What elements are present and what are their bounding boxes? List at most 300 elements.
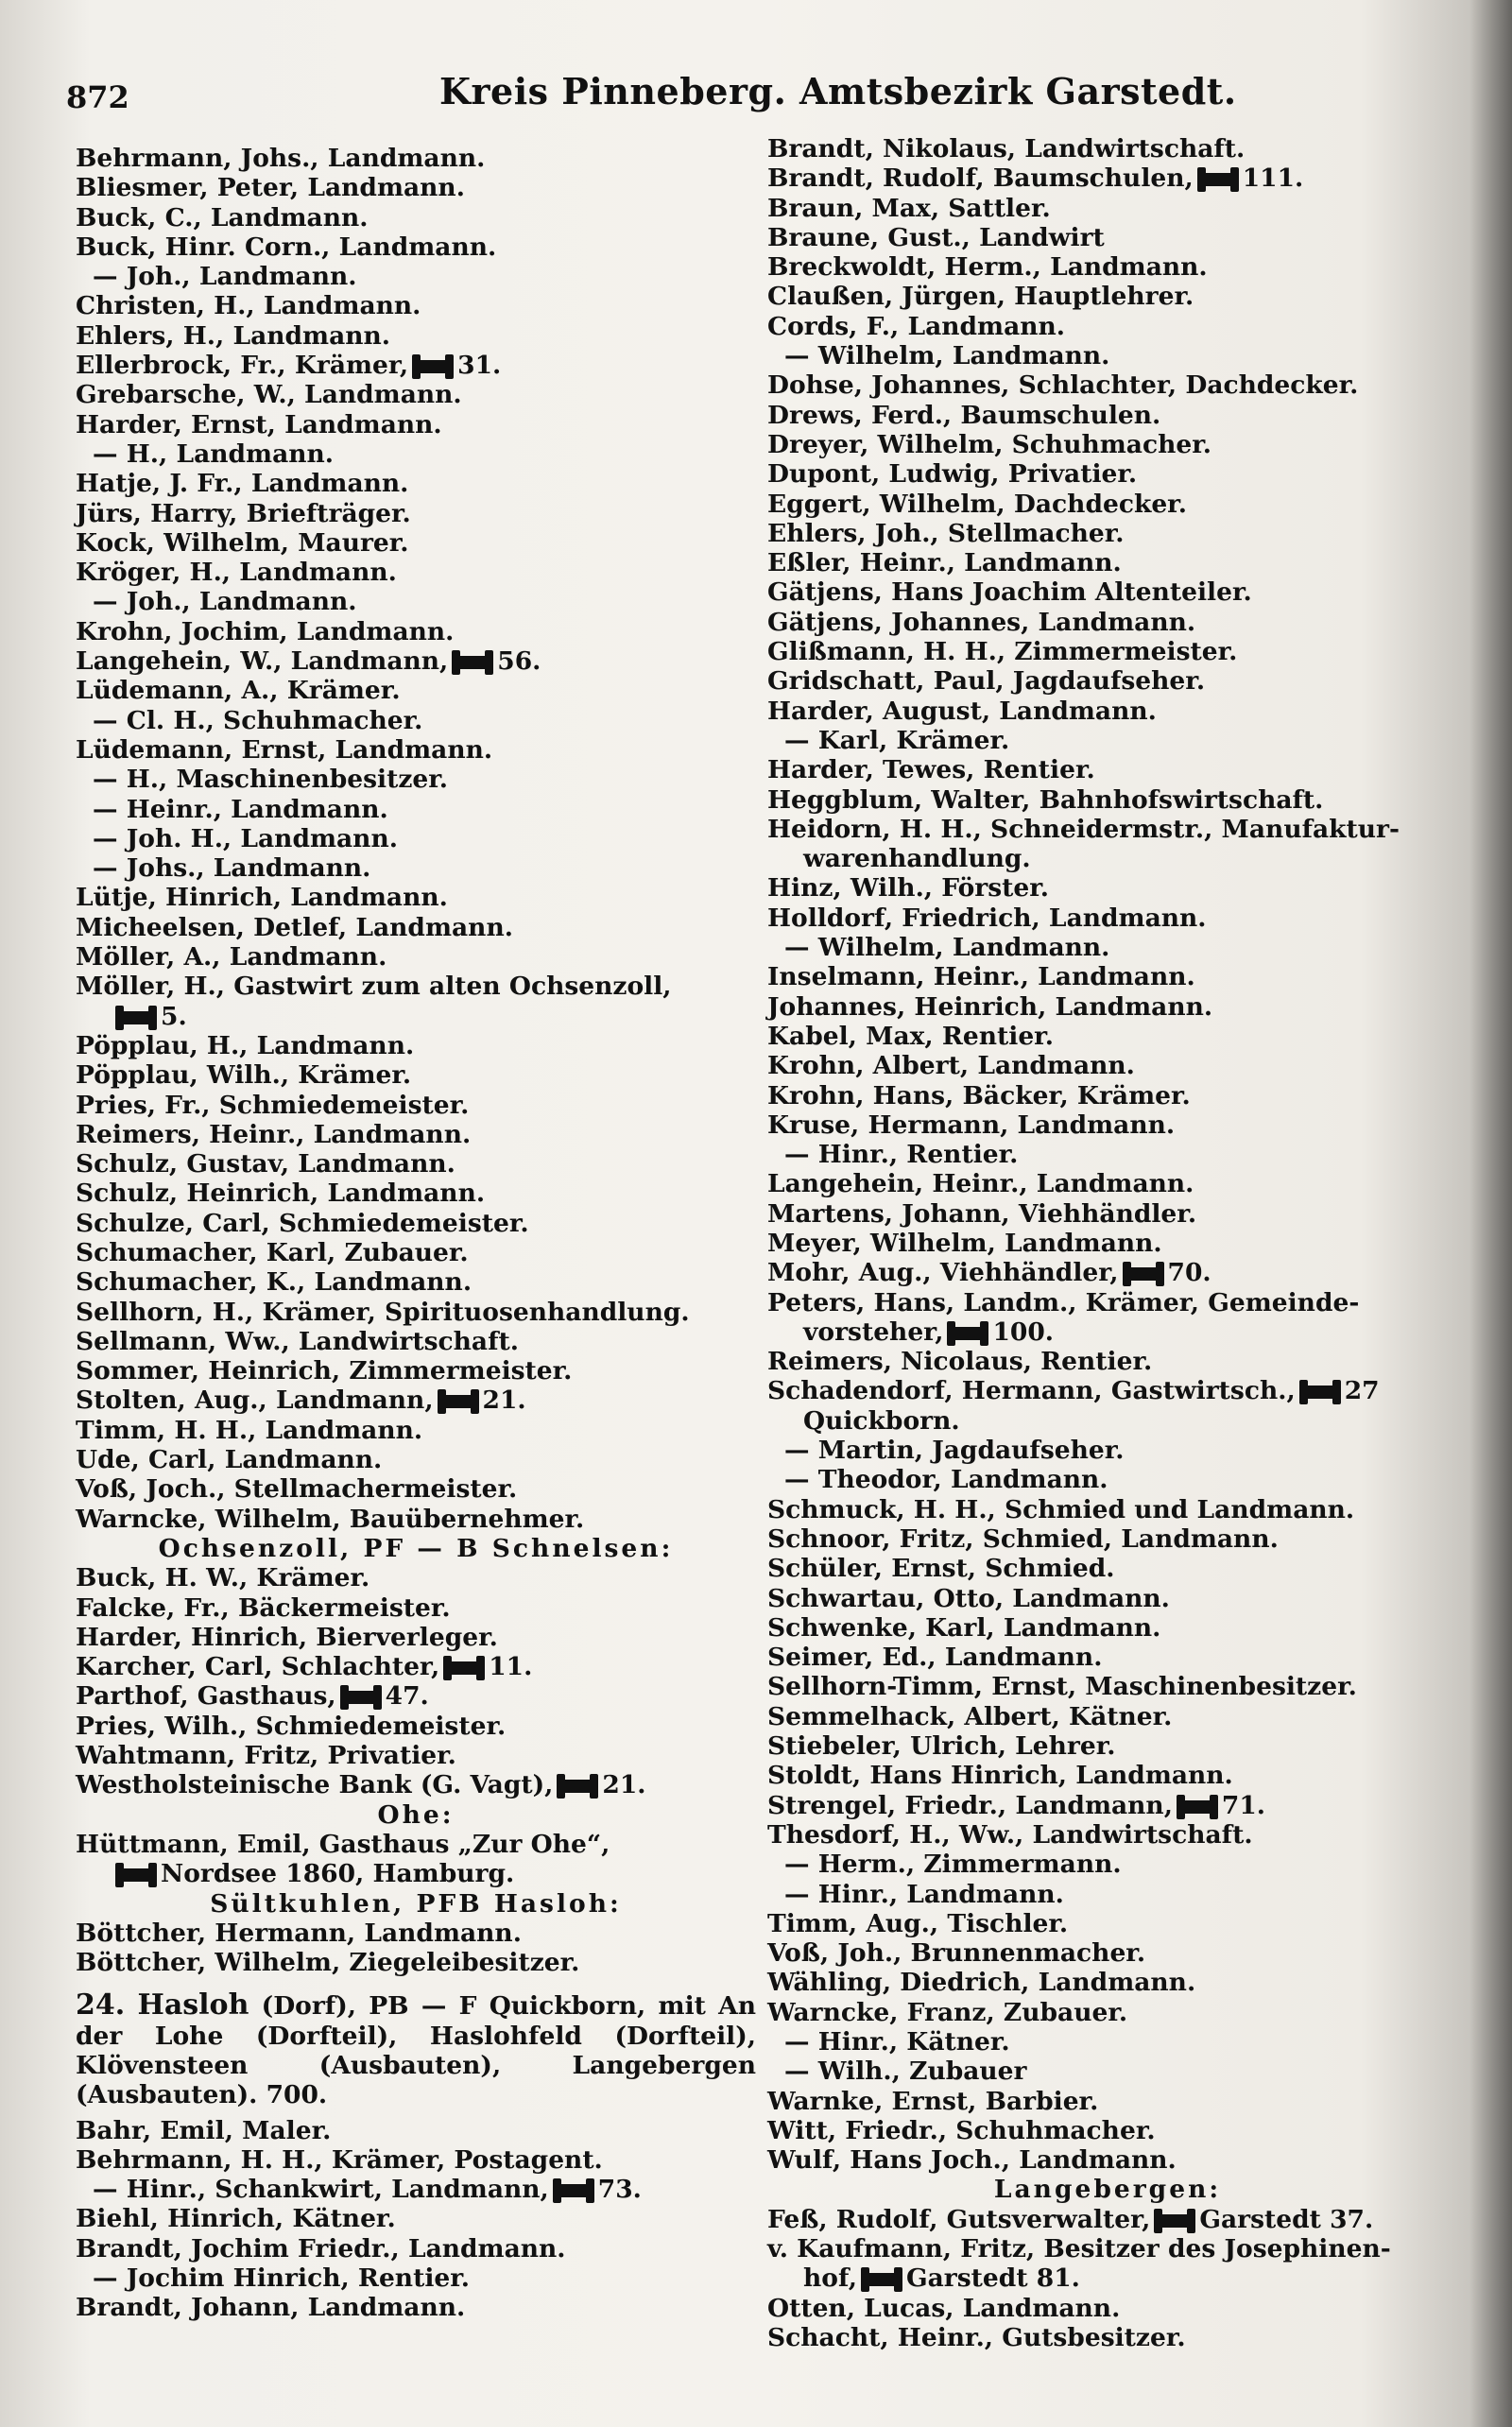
entry-text: Buck, C., Landmann. — [76, 202, 369, 232]
directory-entry — [767, 1731, 1448, 1761]
entry-text: Dreyer, Wilhelm, Schuhmacher. — [767, 429, 1211, 459]
entry-text: Karcher, Carl, Schlachter, — [76, 1652, 440, 1682]
directory-entry — [767, 2234, 1448, 2263]
entry-text: Langebergen: — [993, 2175, 1222, 2205]
entry-text: — H., Landmann. — [93, 439, 335, 469]
entry-text: Nordsee 1860, Hamburg. — [161, 1859, 515, 1889]
entry-text: — Wilhelm, Landmann. — [784, 341, 1110, 371]
entry-text: Inselmann, Heinr., Landmann. — [767, 962, 1195, 992]
entry-text: Quickborn. — [803, 1405, 960, 1436]
entry-text: Witt, Friedr., Schuhmacher. — [767, 2115, 1156, 2145]
directory-entry — [76, 1652, 756, 1681]
directory-entry — [76, 1505, 756, 1534]
directory-entry — [767, 1880, 1448, 1909]
directory-entry — [76, 646, 756, 676]
directory-entry — [76, 2175, 756, 2204]
telephone-icon — [555, 2184, 593, 2197]
directory-entry — [767, 2145, 1448, 2175]
directory-entry — [76, 2234, 756, 2263]
directory-entry — [76, 1623, 756, 1652]
directory-entry — [767, 2116, 1448, 2145]
entry-text: — Martin, Jagdaufseher. — [784, 1436, 1125, 1466]
directory-entry — [76, 913, 756, 942]
directory-entry — [767, 904, 1448, 933]
directory-entry — [76, 1149, 756, 1179]
directory-entry — [767, 1524, 1448, 1554]
entry-text: Pries, Wilh., Schmiedemeister. — [76, 1711, 507, 1741]
telephone-icon — [558, 1780, 596, 1793]
entry-text: Pries, Fr., Schmiedemeister. — [76, 1090, 470, 1120]
directory-entry — [76, 706, 756, 735]
entry-text: Warncke, Franz, Zubauer. — [767, 1997, 1128, 2027]
directory-entry — [76, 144, 756, 173]
entry-text: Harder, Ernst, Landmann. — [76, 409, 442, 439]
directory-entry — [76, 262, 756, 291]
entry-text: Brandt, Nikolaus, Landwirtschaft. — [767, 134, 1246, 164]
entry-text: Biehl, Hinrich, Kätner. — [76, 2204, 396, 2234]
entry-text: Schnoor, Fritz, Schmied, Landmann. — [767, 1523, 1279, 1554]
entry-text: Hüttmann, Emil, Gasthaus „Zur Ohe“, — [76, 1829, 610, 1859]
entry-text: Ellerbrock, Fr., Krämer, — [76, 351, 409, 381]
entry-text: Wahtmann, Fritz, Privatier. — [76, 1741, 456, 1771]
directory-entry — [767, 1465, 1448, 1494]
directory-entry — [767, 2087, 1448, 2116]
phone-number: 21. — [482, 1386, 526, 1416]
entry-text: Timm, H. H., Landmann. — [76, 1415, 423, 1445]
directory-entry — [76, 469, 756, 498]
directory-entry — [76, 1002, 756, 1031]
entry-text: Dupont, Ludwig, Privatier. — [767, 459, 1138, 490]
directory-entry — [767, 1702, 1448, 1731]
directory-entry — [76, 321, 756, 351]
section-place-name: Hasloh — [137, 1988, 249, 2022]
directory-entry — [767, 1229, 1448, 1258]
entry-text: Schumacher, Karl, Zubauer. — [76, 1237, 469, 1267]
directory-entry — [76, 1209, 756, 1238]
directory-entry — [76, 2116, 756, 2145]
entry-text: Behrmann, Johs., Landmann. — [76, 144, 486, 173]
phone-number: 111. — [1242, 164, 1304, 194]
phone-number: 5. — [161, 1001, 187, 1031]
entry-text: — Joh. H., Landmann. — [93, 823, 398, 853]
directory-entry — [76, 1298, 756, 1327]
directory-entry — [767, 785, 1448, 815]
directory-entry — [76, 676, 756, 705]
directory-entry — [767, 1199, 1448, 1229]
entry-text: Voß, Joh., Brunnenmacher. — [767, 1938, 1146, 1969]
directory-entry — [767, 2057, 1448, 2086]
directory-entry — [767, 430, 1448, 459]
telephone-icon — [117, 1868, 155, 1882]
phone-number: Garstedt 37. — [1199, 2204, 1374, 2234]
entry-text: — Theodor, Landmann. — [784, 1465, 1108, 1495]
directory-entry — [767, 1110, 1448, 1140]
directory-entry — [767, 519, 1448, 548]
entry-text: Buck, Hinr. Corn., Landmann. — [76, 232, 497, 262]
entry-text: Schwartau, Otto, Landmann. — [767, 1583, 1170, 1613]
entry-text: warenhandlung. — [803, 844, 1031, 874]
entry-text: — Cl. H., Schuhmacher. — [93, 705, 423, 735]
directory-entry — [76, 1830, 756, 1859]
entry-text: vorsteher, — [803, 1317, 944, 1347]
section-24-heading — [76, 1990, 756, 2109]
directory-entry — [767, 1406, 1448, 1436]
entry-text: Grebarsche, W., Landmann. — [76, 380, 462, 410]
directory-entry — [767, 1672, 1448, 1701]
telephone-icon — [445, 1661, 483, 1675]
directory-entry — [767, 1022, 1448, 1051]
directory-entry — [76, 499, 756, 528]
directory-entry — [76, 2145, 756, 2175]
entry-text: — Wilh., Zubauer — [784, 2057, 1027, 2087]
directory-entry — [767, 1376, 1448, 1405]
page-header — [66, 66, 1465, 123]
directory-entry — [767, 370, 1448, 400]
entry-text: Cords, F., Landmann. — [767, 311, 1066, 341]
directory-entry — [767, 2294, 1448, 2323]
entry-text: Kruse, Hermann, Landmann. — [767, 1110, 1176, 1140]
entry-text: Sommer, Heinrich, Zimmermeister. — [76, 1356, 573, 1386]
directory-entry — [767, 1347, 1448, 1376]
telephone-icon — [414, 360, 452, 373]
directory-entry — [76, 587, 756, 616]
entry-text: Mohr, Aug., Viehhändler, — [767, 1258, 1119, 1288]
entry-text: Ehlers, Joh., Stellmacher. — [767, 518, 1125, 548]
telephone-icon — [117, 1011, 155, 1024]
entry-text: Krohn, Jochim, Landmann. — [76, 616, 455, 646]
directory-entry — [767, 401, 1448, 430]
entry-text: Böttcher, Wilhelm, Ziegeleibesitzer. — [76, 1948, 580, 1978]
directory-entry — [767, 1495, 1448, 1524]
entry-text: Claußen, Jürgen, Hauptlehrer. — [767, 282, 1194, 312]
directory-entry — [76, 795, 756, 824]
directory-entry — [767, 1938, 1448, 1968]
page-title: Kreis Pinneberg. Amtsbezirk Garstedt. — [439, 70, 1237, 112]
directory-entry — [767, 1051, 1448, 1080]
directory-entry — [76, 1031, 756, 1060]
directory-entry — [76, 232, 756, 262]
directory-entry — [76, 1919, 756, 1948]
directory-entry — [767, 282, 1448, 311]
phone-number: 56. — [497, 646, 541, 677]
page-number: 872 — [66, 79, 129, 115]
entry-text: Eggert, Wilhelm, Dachdecker. — [767, 489, 1187, 519]
entry-text: Sellhorn-Timm, Ernst, Maschinenbesitzer. — [767, 1672, 1357, 1702]
directory-entry — [767, 637, 1448, 666]
entry-text: Otten, Lucas, Landmann. — [767, 2293, 1121, 2323]
directory-entry — [76, 735, 756, 765]
directory-entry — [767, 459, 1448, 489]
directory-entry — [767, 194, 1448, 223]
telephone-icon — [1125, 1267, 1162, 1281]
locality-heading — [76, 1800, 756, 1830]
directory-entry — [76, 558, 756, 587]
directory-entry — [767, 1584, 1448, 1613]
directory-entry — [767, 844, 1448, 873]
directory-entry — [767, 1791, 1448, 1820]
entry-text: Falcke, Fr., Bäckermeister. — [76, 1592, 451, 1623]
directory-entry — [767, 164, 1448, 193]
entry-text: Lüdemann, Ernst, Landmann. — [76, 734, 493, 765]
directory-entry — [767, 1820, 1448, 1850]
directory-entry — [767, 341, 1448, 370]
directory-entry — [76, 1238, 756, 1267]
directory-entry — [76, 1859, 756, 1888]
directory-entry — [76, 1386, 756, 1415]
telephone-icon — [439, 1395, 477, 1408]
entry-text: Hinz, Wilh., Förster. — [767, 873, 1050, 904]
directory-entry — [76, 1563, 756, 1592]
entry-text: Ude, Carl, Landmann. — [76, 1445, 383, 1475]
section-number: 24. — [76, 1988, 126, 2022]
directory-entry — [76, 765, 756, 794]
entry-text: Krohn, Albert, Landmann. — [767, 1051, 1135, 1081]
phone-number: Garstedt 81. — [906, 2263, 1080, 2294]
directory-entry — [767, 2263, 1448, 2293]
telephone-icon — [1199, 173, 1237, 186]
entry-text: Thesdorf, H., Ww., Landwirtschaft. — [767, 1819, 1253, 1850]
entry-text: Breckwoldt, Herm., Landmann. — [767, 252, 1208, 283]
entry-text: hof, — [803, 2263, 857, 2294]
telephone-icon — [454, 656, 491, 669]
entry-text: Heggblum, Walter, Bahnhofswirtschaft. — [767, 784, 1324, 815]
directory-entry — [767, 1643, 1448, 1672]
phone-number: 11. — [489, 1652, 533, 1682]
directory-entry — [767, 1968, 1448, 1997]
entry-text: — Hinr., Landmann. — [784, 1879, 1064, 1909]
entry-text: Pöpplau, H., Landmann. — [76, 1030, 415, 1060]
directory-entry — [76, 439, 756, 469]
entry-text: — Hinr., Kätner. — [784, 2027, 1010, 2057]
directory-entry — [767, 697, 1448, 726]
entry-text: Semmelhack, Albert, Kätner. — [767, 1701, 1173, 1731]
entry-text: Schwenke, Karl, Landmann. — [767, 1612, 1161, 1643]
directory-entry — [76, 1060, 756, 1090]
directory-entry — [767, 1850, 1448, 1879]
entry-text: Langehein, Heinr., Landmann. — [767, 1169, 1194, 1199]
entry-text: Ohe: — [377, 1799, 455, 1830]
entry-text: Lütje, Hinrich, Landmann. — [76, 883, 448, 913]
entry-text: Harder, Tewes, Rentier. — [767, 755, 1095, 785]
entry-text: Schulze, Carl, Schmiedemeister. — [76, 1208, 529, 1238]
directory-entry — [76, 883, 756, 912]
entry-text: Feß, Rudolf, Gutsverwalter, — [767, 2204, 1151, 2234]
entry-text: Strengel, Friedr., Landmann, — [767, 1790, 1173, 1820]
directory-entry — [767, 666, 1448, 696]
entry-text: Schmuck, H. H., Schmied und Landmann. — [767, 1494, 1355, 1524]
directory-entry — [767, 962, 1448, 991]
entry-text: Bahr, Emil, Maler. — [76, 2115, 332, 2145]
entry-text: Schulz, Heinrich, Landmann. — [76, 1179, 486, 1209]
entry-text: Sültkuhlen, PFB Hasloh: — [210, 1888, 622, 1919]
directory-entry — [76, 1770, 756, 1799]
entry-text: Peters, Hans, Landm., Krämer, Gemeinde- — [767, 1287, 1360, 1317]
directory-entry — [76, 853, 756, 883]
entry-text: — Wilhelm, Landmann. — [784, 933, 1110, 963]
page-edge-shadow — [1469, 0, 1512, 2427]
telephone-icon — [1156, 2214, 1194, 2228]
entry-text: — Heinr., Landmann. — [93, 794, 388, 824]
entry-text: Hatje, J. Fr., Landmann. — [76, 469, 409, 499]
right-entries — [767, 134, 1448, 2352]
phone-number: 100. — [992, 1317, 1054, 1347]
directory-entry — [76, 1445, 756, 1474]
entry-text: Jürs, Harry, Briefträger. — [76, 498, 411, 528]
directory-entry — [767, 134, 1448, 164]
entry-text: Parthof, Gasthaus, — [76, 1681, 336, 1712]
entry-text: Brandt, Johann, Landmann. — [76, 2293, 466, 2323]
directory-entry — [767, 1288, 1448, 1317]
entry-text: Christen, H., Landmann. — [76, 291, 421, 321]
entry-text: — Johs., Landmann. — [93, 853, 371, 884]
entry-text: Pöpplau, Wilh., Krämer. — [76, 1060, 412, 1091]
directory-entry — [76, 1948, 756, 1977]
entry-text: Buck, H. W., Krämer. — [76, 1563, 370, 1593]
directory-entry — [76, 1712, 756, 1741]
directory-entry — [76, 203, 756, 232]
directory-entry — [767, 1613, 1448, 1643]
entry-text: Schadendorf, Hermann, Gastwirtsch., — [767, 1376, 1296, 1406]
directory-entry — [767, 2323, 1448, 2352]
directory-entry — [767, 312, 1448, 341]
section-description: (Dorf), PB — F Quickborn, mit An der Lohe (Dorfteil), Haslohfeld (Dorfteil), Klövensteen (Ausbauten), Langebergen (Ausbauten). 700. — [76, 1991, 756, 2110]
left-column — [76, 144, 756, 2323]
entry-text: — H., Maschinenbesitzer. — [93, 765, 449, 795]
directory-entry — [767, 1909, 1448, 1938]
phone-number: 71. — [1221, 1790, 1266, 1820]
entry-text: — Joh., Landmann. — [93, 262, 357, 292]
directory-entry — [767, 1081, 1448, 1110]
telephone-icon — [949, 1327, 987, 1340]
directory-entry — [76, 528, 756, 558]
directory-entry — [767, 1258, 1448, 1287]
directory-entry — [767, 1140, 1448, 1169]
entry-text: — Herm., Zimmermann. — [784, 1850, 1122, 1880]
directory-entry — [767, 2205, 1448, 2234]
directory-entry — [767, 1436, 1448, 1465]
entry-text: Kock, Wilhelm, Maurer. — [76, 527, 409, 558]
entry-text: Seimer, Ed., Landmann. — [767, 1643, 1103, 1673]
directory-entry — [76, 1356, 756, 1386]
directory-entry — [767, 1761, 1448, 1790]
directory-entry — [76, 972, 756, 1001]
entry-text: Reimers, Heinr., Landmann. — [76, 1119, 472, 1149]
telephone-icon — [342, 1691, 380, 1704]
entry-text: Schüler, Ernst, Schmied. — [767, 1554, 1115, 1584]
directory-entry — [76, 1120, 756, 1149]
directory-entry — [76, 410, 756, 439]
right-column — [767, 134, 1448, 2352]
left-entries — [76, 144, 756, 1977]
directory-entry — [767, 252, 1448, 282]
directory-entry — [76, 2204, 756, 2233]
directory-entry — [767, 873, 1448, 903]
entry-text: Eßler, Heinr., Landmann. — [767, 548, 1122, 578]
directory-entry — [76, 942, 756, 972]
directory-entry — [76, 1179, 756, 1208]
directory-entry — [767, 1169, 1448, 1198]
directory-entry — [76, 2293, 756, 2322]
entry-text: Möller, H., Gastwirt zum alten Ochsenzoll, — [76, 972, 672, 1002]
entry-text: Harder, August, Landmann. — [767, 696, 1157, 726]
entry-text: Reimers, Nicolaus, Rentier. — [767, 1347, 1153, 1377]
entry-text: Warnke, Ernst, Barbier. — [767, 2086, 1099, 2116]
entry-text: Stoldt, Hans Hinrich, Landmann. — [767, 1761, 1233, 1791]
entry-text: Sellmann, Ww., Landwirtschaft. — [76, 1326, 519, 1356]
entry-text: Timm, Aug., Tischler. — [767, 1908, 1069, 1938]
phone-number: 31. — [457, 351, 502, 381]
entry-text: Wulf, Hans Joch., Landmann. — [767, 2145, 1177, 2176]
directory-entry — [767, 223, 1448, 252]
entry-text: Braun, Max, Sattler. — [767, 193, 1051, 223]
directory-entry — [767, 992, 1448, 1022]
entry-text: Westholsteinische Bank (G. Vagt), — [76, 1770, 554, 1800]
entry-text: Braune, Gust., Landwirt — [767, 222, 1105, 252]
phone-number: 27 — [1344, 1376, 1380, 1406]
entry-text: Kröger, H., Landmann. — [76, 558, 397, 588]
directory-entry — [767, 1998, 1448, 2027]
entry-text: Micheelsen, Detlef, Landmann. — [76, 912, 513, 942]
entry-text: Möller, A., Landmann. — [76, 942, 387, 973]
entry-text: Dohse, Johannes, Schlachter, Dachdecker. — [767, 370, 1359, 401]
directory-entry — [767, 815, 1448, 844]
entry-text: Kabel, Max, Rentier. — [767, 1021, 1054, 1051]
directory-entry — [76, 1681, 756, 1711]
entry-text: Bliesmer, Peter, Landmann. — [76, 173, 465, 203]
entry-text: Harder, Hinrich, Bierverleger. — [76, 1622, 498, 1652]
entry-text: Voß, Joch., Stellmachermeister. — [76, 1474, 518, 1505]
directory-entry — [76, 1741, 756, 1770]
entry-text: — Hinr., Rentier. — [784, 1140, 1019, 1170]
entry-text: Krohn, Hans, Bäcker, Krämer. — [767, 1080, 1191, 1110]
entry-text: Gridschatt, Paul, Jagdaufseher. — [767, 666, 1206, 697]
locality-heading — [76, 1889, 756, 1919]
entry-text: — Hinr., Schankwirt, Landmann, — [93, 2175, 549, 2205]
entry-text: Schumacher, K., Landmann. — [76, 1267, 472, 1298]
entry-text: Brandt, Rudolf, Baumschulen, — [767, 164, 1194, 194]
entry-text: Böttcher, Hermann, Landmann. — [76, 1918, 522, 1948]
entry-text: Gätjens, Johannes, Landmann. — [767, 607, 1196, 637]
entry-text: Meyer, Wilhelm, Landmann. — [767, 1228, 1162, 1258]
entry-text: Stiebeler, Ulrich, Lehrer. — [767, 1731, 1116, 1762]
entry-text: v. Kaufmann, Fritz, Besitzer des Josephinen- — [767, 2234, 1391, 2264]
directory-entry — [76, 380, 756, 409]
locality-heading — [767, 2175, 1448, 2204]
entry-text: Schacht, Heinr., Gutsbesitzer. — [767, 2322, 1186, 2352]
directory-entry — [767, 2027, 1448, 2057]
directory-entry — [76, 1474, 756, 1504]
directory-entry — [76, 824, 756, 853]
entry-text: — Karl, Krämer. — [784, 725, 1010, 755]
entry-text: Holldorf, Friedrich, Landmann. — [767, 903, 1207, 933]
phone-number: 70. — [1167, 1258, 1211, 1288]
directory-entry — [767, 1317, 1448, 1347]
telephone-icon — [1178, 1800, 1216, 1814]
directory-entry — [76, 291, 756, 320]
entry-text: Langehein, W., Landmann, — [76, 646, 449, 677]
entry-text: — Joh., Landmann. — [93, 587, 357, 617]
entry-text: Johannes, Heinrich, Landmann. — [767, 991, 1213, 1022]
phone-number: 21. — [602, 1770, 646, 1800]
entry-text: Glißmann, H. H., Zimmermeister. — [767, 637, 1238, 667]
entry-text: Brandt, Jochim Friedr., Landmann. — [76, 2233, 566, 2263]
directory-entry — [76, 2263, 756, 2293]
entry-text: Gätjens, Hans Joachim Altenteiler. — [767, 577, 1252, 608]
directory-entry — [76, 617, 756, 646]
directory-entry — [767, 608, 1448, 637]
directory-entry — [767, 1554, 1448, 1583]
entry-text: Sellhorn, H., Krämer, Spirituosenhandlung. — [76, 1297, 690, 1327]
